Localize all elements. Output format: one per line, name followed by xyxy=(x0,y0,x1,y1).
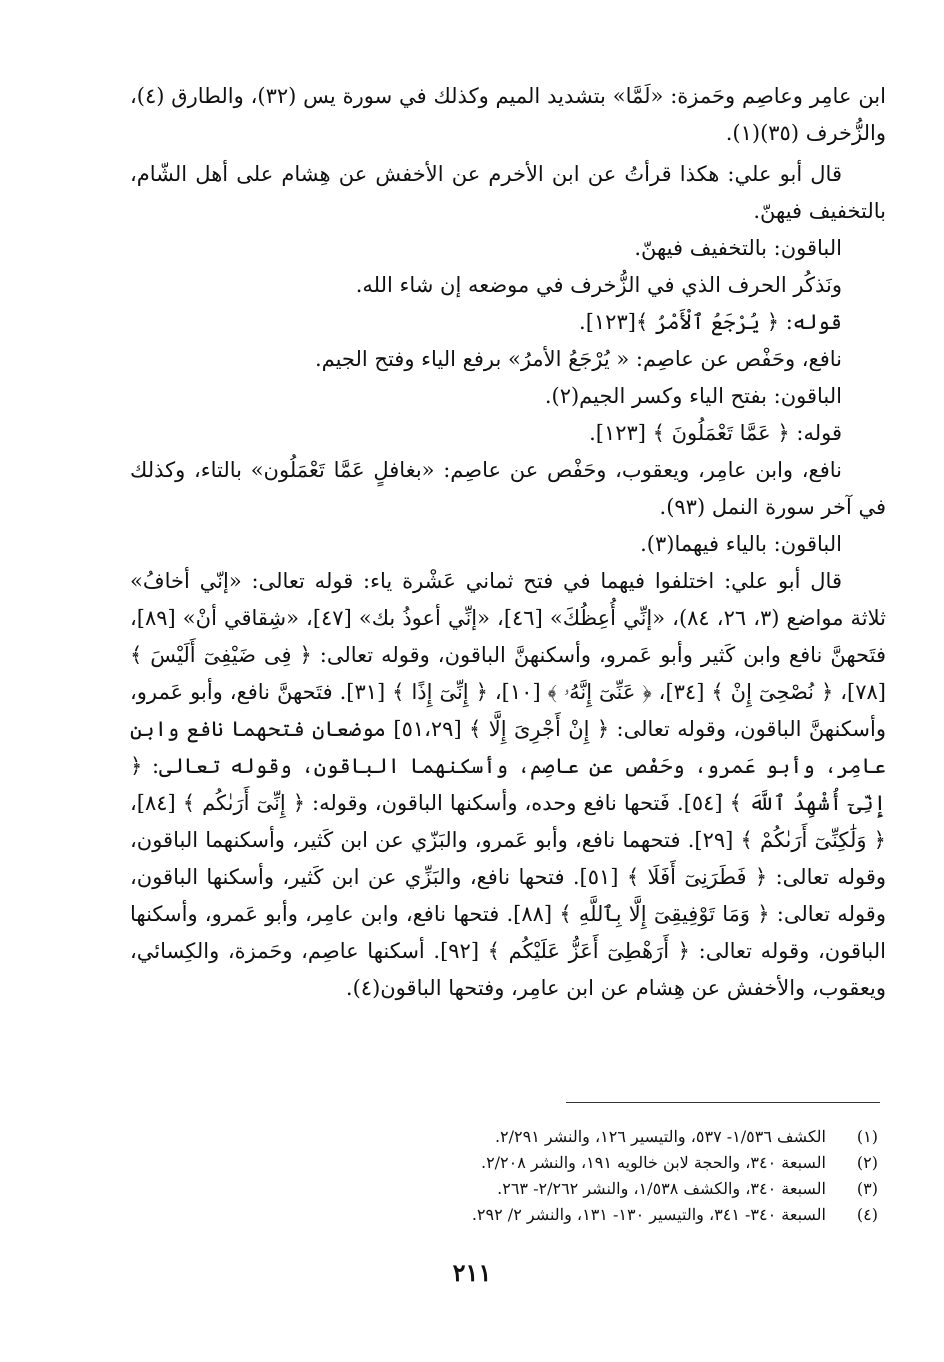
paragraph: الباقون: بالتخفيف فيهنّ. xyxy=(634,236,842,260)
footnotes xyxy=(300,1124,878,1228)
paragraph: الباقون: بالياء فيهما(٣). xyxy=(640,532,842,556)
footnote-number: (٤) xyxy=(856,1205,878,1224)
footnote-text: السبعة ٣٤٠، والحجة لابن خالويه ١٩١، والنشر ٢/٢٠٨. xyxy=(480,1153,826,1172)
paragraph: ونَذكُر الحرف الذي في الزُّخرف في موضعه إن شاء الله. xyxy=(355,273,842,297)
paragraph: قال أبو علي: اختلفوا فيهما في فتح ثماني عَشْرة ياء: قوله تعالى: «إنّي أخافُ» ثلاثة مواضع (٣، ٢٦، ٨٤)، «إنِّي أُعِظُكَ» [٤٦]، «إنِّي أعوذُ بك» [٤٧]، «شِقاقي أنْ» [٨٩]، فتَحهنَّ نافع وابن كَثير وأبو عَمرو، وأسكنهنَّ الباقون، وقوله تعالى: ﴿ فِى ضَيْفِىٓ أَلَيْسَ ﴾ [٧٨]، ﴿ نُصْحِىٓ إِنْ ﴾ [٣٤]، ﴿ عَنِّىٓ إِنَّهُۥ ﴾ [١٠]، ﴿ إِنِّىٓ إِذًا ﴾ [٣١]. فتَحهنَّ نافع، وأبو عَمرو، وأسكنهنَّ الباقون، وقوله تعالى: ﴿ إِنْ أَجْرِىَ إِلَّا ﴾ [٥١،٢٩] موضعان فتحهما نافع وابن عامِر، وأبو عَمرو، وحَفْص عن عاصِم، وأسكنهما الباقون، وقوله تعالى: ﴿ إِنِّىٓ أُشْهِدُ ٱللَّهَ ﴾ [٥٤]. فَتحها نافع وحده، وأسكنها الباقون، وقوله: ﴿ إِنِّىٓ أَرَىٰكُم ﴾ [٨٤]، ﴿ وَلَٰكِنِّىٓ أَرَىٰكُمْ ﴾ [٢٩]. فتحهما نافع، وأبو عَمرو، والبَزّي عن ابن كَثير، وأسكنهما الباقون، وقوله تعالى: ﴿ فَطَرَنِىٓ أَفَلَا ﴾ [٥١]. فتحها نافع، والبَزِّي عن ابن كَثير، وأسكنها الباقون، وقوله تعالى: ﴿ وَمَا تَوْفِيقِىٓ إِلَّا بِٱللَّهِ ﴾ [٨٨]. فتحها نافع، وابن عامِر، وأبو عَمرو، وأسكنها الباقون، وقوله تعالى: ﴿ أَرَهْطِىٓ أَعَزُّ عَلَيْكُم ﴾ [٩٢]. أسكنها عاصِم، وحَمزة، والكِسائي، ويعقوب، والأخفش عن هِشام عن ابن عامِر، وفتحها الباقون(٤). xyxy=(130,569,887,1000)
paragraph: نافع، وحَفْص عن عاصِم: « يُرْجَعُ الأمرُ» برفع الياء وفتح الجيم. xyxy=(314,347,842,371)
footnote-number: (٣) xyxy=(856,1179,878,1198)
paragraph: نافع، وابن عامِر، ويعقوب، وحَفْص عن عاصِم: «بغافلٍ عَمَّا تَعْمَلُون» بالتاء، وكذلك في آخر سورة النمل (٩٣). xyxy=(130,458,886,519)
footnote xyxy=(300,1150,878,1176)
paragraph: قوله: ﴿ يُرْجَعُ ٱلْأَمْرُ ﴾[١٢٣]. xyxy=(579,310,842,334)
footnote-text: الكشف ١/٥٣٦- ٥٣٧، والتيسير ١٢٦، والنشر ٢/٢٩١. xyxy=(494,1127,826,1146)
footnote-text: السبعة ٣٤٠- ٣٤١، والتيسير ١٣٠- ١٣١، والنشر ٢/ ٢٩٢. xyxy=(471,1205,826,1224)
footnote-number: (٢) xyxy=(856,1153,878,1172)
footnote-divider xyxy=(566,1102,880,1103)
page-number: ٢١١ xyxy=(452,1258,492,1287)
main-text xyxy=(130,78,886,1007)
footnote xyxy=(300,1124,878,1150)
paragraph: قال أبو علي: هكذا قرأتُ عن ابن الأخرم عن الأخفش عن هِشام على أهل الشّام، بالتخفيف فيهنّ. xyxy=(130,162,886,223)
paragraph: قوله: ﴿ عَمَّا تَعْمَلُونَ ﴾ [١٢٣]. xyxy=(589,421,842,445)
paragraph: الباقون: بفتح الياء وكسر الجيم(٢). xyxy=(544,384,842,408)
page-body xyxy=(130,78,886,1007)
paragraph: ابن عامِر وعاصِم وحَمزة: «لَمَّا» بتشديد الميم وكذلك في سورة يس (٣٢)، والطارق (٤)، والزُّخرف (٣٥)(١). xyxy=(130,84,886,145)
footnote xyxy=(300,1176,878,1202)
footnote xyxy=(300,1202,878,1228)
footnote-number: (١) xyxy=(856,1127,878,1146)
footnote-text: السبعة ٣٤٠، والكشف ١/٥٣٨، والنشر ٢/٢٦٢- ٢٦٣. xyxy=(497,1179,826,1198)
